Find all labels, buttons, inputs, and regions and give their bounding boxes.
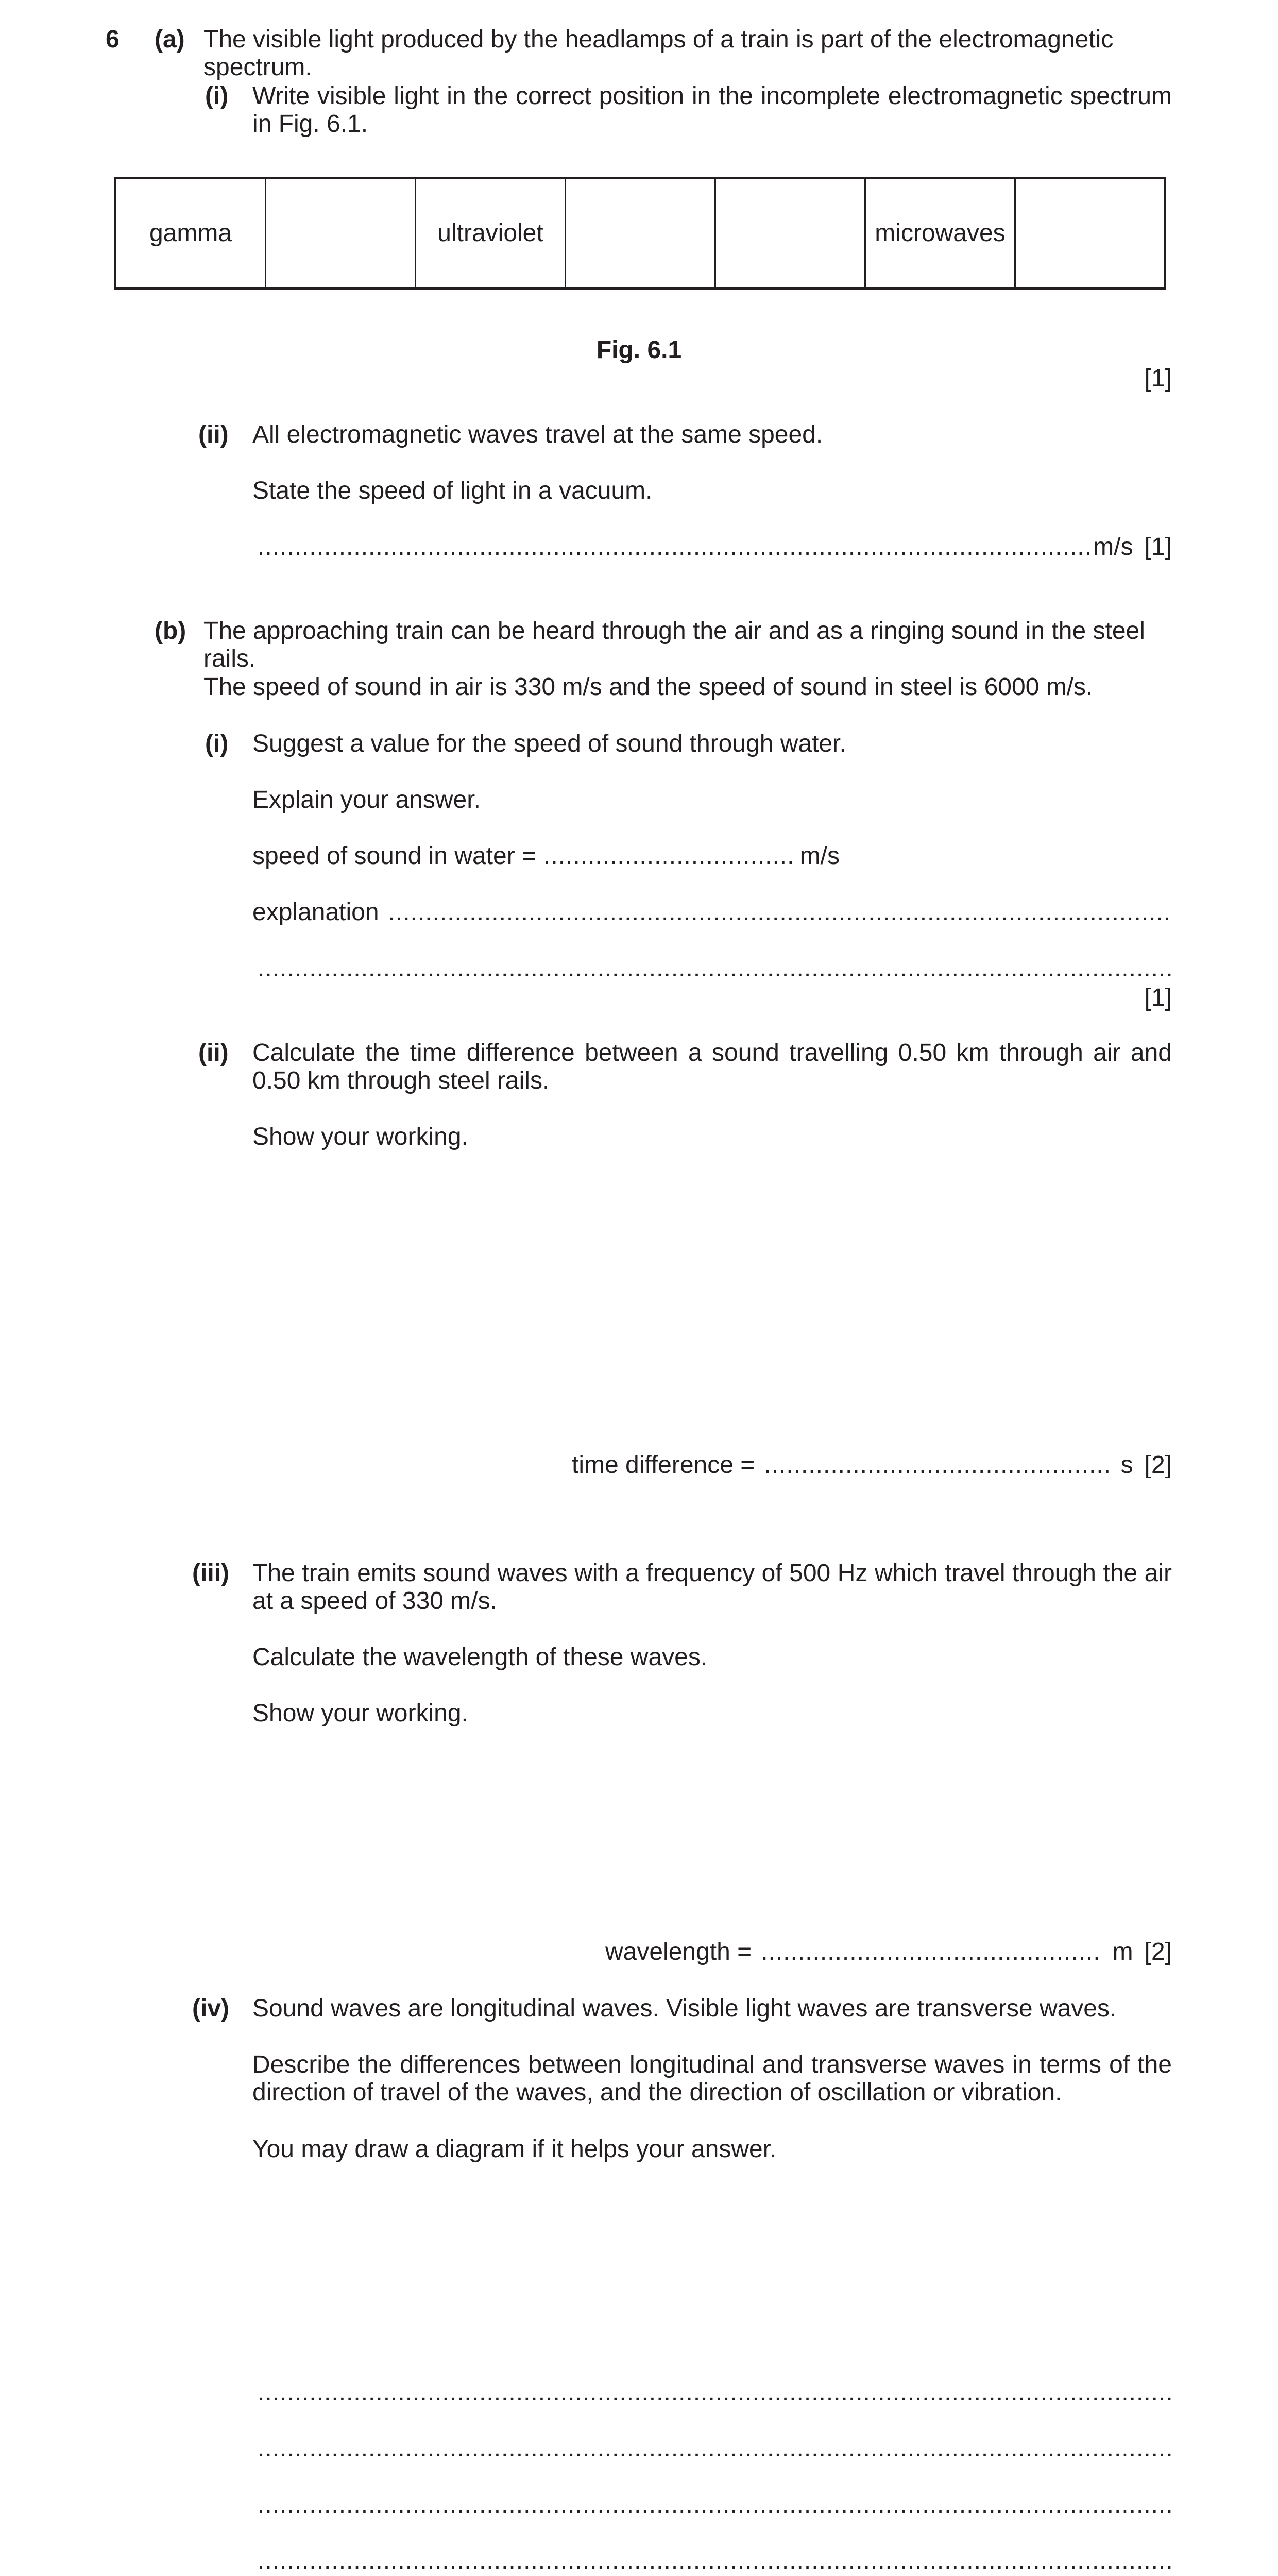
- answer-line-2[interactable]: [258, 2435, 1172, 2463]
- explanation-label: explanation: [252, 899, 379, 926]
- part-b-ii-text2: Show your working.: [252, 1123, 468, 1150]
- speed-of-light-answer-line[interactable]: [258, 533, 1172, 561]
- spectrum-cell-2[interactable]: [266, 179, 416, 287]
- part-b-iii-text3: Show your working.: [252, 1700, 468, 1727]
- question-number: 6: [106, 26, 120, 53]
- speed-of-light-unit: m/s: [1093, 533, 1133, 561]
- part-b-iii-text1: The train emits sound waves with a frequency of 500 Hz which travel through the air at a speed of 330 m/s.: [252, 1560, 1172, 1615]
- part-a-ii-label: (ii): [198, 421, 229, 448]
- spectrum-cell-7[interactable]: [1016, 179, 1164, 287]
- explanation-line-1[interactable]: [252, 899, 1172, 926]
- answer-line-4[interactable]: [258, 2547, 1172, 2575]
- part-b-stem1: The approaching train can be heard through the air and as a ringing sound in the steel rails.: [203, 617, 1145, 672]
- time-difference-unit: s: [1120, 1451, 1133, 1479]
- speed-in-water-answer-line[interactable]: [252, 842, 840, 870]
- spectrum-cell-4[interactable]: [566, 179, 716, 287]
- speed-in-water-label: speed of sound in water =: [252, 842, 537, 870]
- part-b-label: (b): [155, 617, 186, 645]
- spectrum-cell-1: gamma: [116, 179, 266, 287]
- spectrum-cell-6: microwaves: [866, 179, 1016, 287]
- part-a-ii-marks: [1]: [1144, 533, 1172, 561]
- part-a-ii-text2: State the speed of light in a vacuum.: [252, 477, 653, 504]
- part-a-i-text: Write visible light in the correct position in the incomplete electromagnetic spectrum in Fig. 6.1.: [252, 82, 1172, 138]
- time-difference-label: time difference =: [572, 1451, 755, 1479]
- part-b-iv-text1: Sound waves are longitudinal waves. Visible light waves are transverse waves.: [252, 1995, 1117, 2022]
- wavelength-label: wavelength =: [605, 1938, 752, 1965]
- part-a-i-label: (i): [205, 82, 229, 110]
- part-b-iii-marks: [2]: [1144, 1938, 1172, 1965]
- part-b-ii-marks: [2]: [1144, 1451, 1172, 1479]
- part-b-ii-text1: Calculate the time difference between a sound travelling 0.50 km through air and 0.50 km through steel rails.: [252, 1039, 1172, 1094]
- part-b-i-text2: Explain your answer.: [252, 786, 481, 814]
- answer-line-1[interactable]: [258, 2379, 1172, 2406]
- part-a-label: (a): [155, 26, 185, 53]
- figure-caption: Fig. 6.1: [596, 336, 682, 364]
- wavelength-unit: m: [1112, 1938, 1133, 1965]
- part-b-i-text1: Suggest a value for the speed of sound through water.: [252, 730, 846, 757]
- part-b-iv-text2: Describe the differences between longitudinal and transverse waves in terms of the direction of travel of the waves, and the direction of oscillation or vibration.: [252, 2051, 1172, 2106]
- part-a-i-marks: [1]: [1144, 365, 1172, 392]
- part-b-iii-label: (iii): [192, 1560, 229, 1587]
- part-b-iv-text3: You may draw a diagram if it helps your answer.: [252, 2136, 777, 2163]
- part-b-ii-label: (ii): [198, 1039, 229, 1066]
- part-b-iii-text2: Calculate the wavelength of these waves.: [252, 1643, 708, 1671]
- part-b-stem2: The speed of sound in air is 330 m/s and the speed of sound in steel is 6000 m/s.: [203, 673, 1093, 701]
- part-b-i-label: (i): [205, 730, 229, 757]
- part-b-i-marks: [1]: [1144, 984, 1172, 1011]
- speed-in-water-unit: m/s: [799, 842, 840, 870]
- explanation-line-2[interactable]: [258, 955, 1172, 982]
- time-difference-answer-line[interactable]: [572, 1451, 1172, 1479]
- spectrum-cell-3: ultraviolet: [416, 179, 566, 287]
- answer-line-3[interactable]: [258, 2491, 1172, 2519]
- part-b-iv-label: (iv): [192, 1995, 229, 2022]
- part-a-stem: The visible light produced by the headlamps of a train is part of the electromagnetic spectrum.: [203, 26, 1114, 81]
- spectrum-cell-5[interactable]: [716, 179, 866, 287]
- em-spectrum-table: [114, 177, 1166, 290]
- part-a-ii-text1: All electromagnetic waves travel at the same speed.: [252, 421, 823, 448]
- wavelength-answer-line[interactable]: [605, 1938, 1172, 1966]
